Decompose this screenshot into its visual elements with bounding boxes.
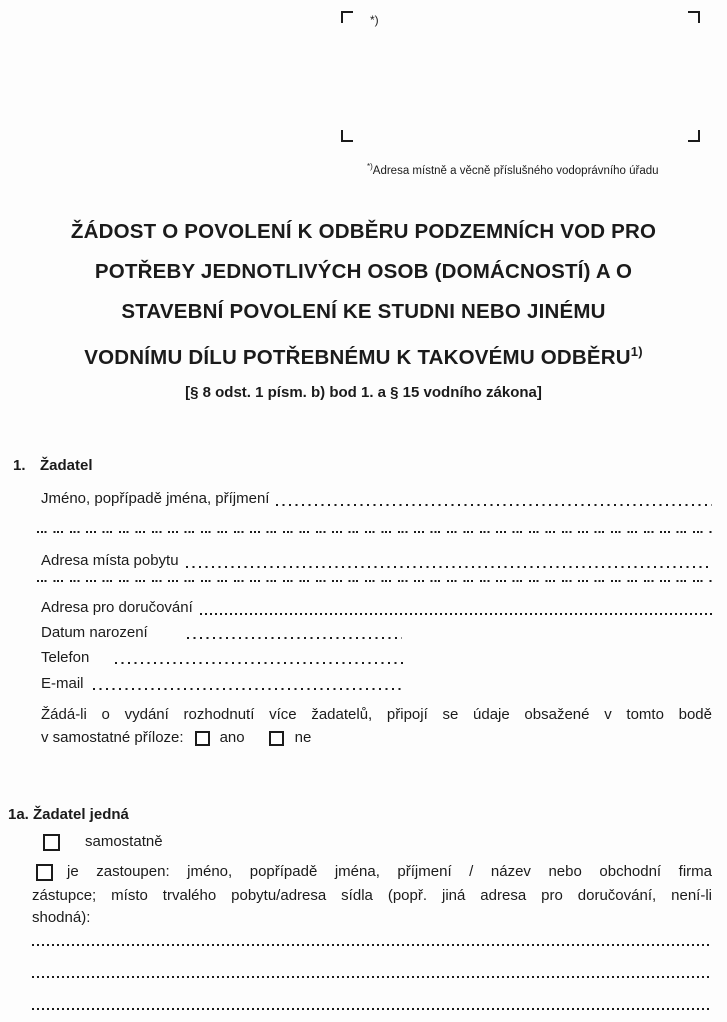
corner-mark-top-left (341, 11, 353, 23)
multiple-applicants-note-line2 (41, 728, 311, 748)
separate-annex-label: v samostatné příloze: (41, 729, 184, 746)
legal-reference-subtitle: [§ 8 odst. 1 písm. b) bod 1. a § 15 vodního zákona] (185, 384, 542, 401)
title-line-4-text: VODNÍMU DÍLU POTŘEBNÉMU K TAKOVÉMU ODBĚRU (84, 345, 631, 369)
residence-address-label: Adresa místa pobytu (41, 552, 179, 569)
separate-annex-no-checkbox[interactable] (269, 731, 284, 746)
email-field-line (93, 688, 403, 690)
phone-label: Telefon (41, 649, 90, 666)
applicant-name-field-line-2 (37, 531, 712, 533)
birth-date-field-line (187, 637, 402, 639)
is-represented-checkbox[interactable] (36, 864, 53, 881)
is-represented-text-line1: je zastoupen: jméno, popřípadě jména, příjmení / název nebo obchodní firma (67, 863, 712, 880)
is-represented-text-line2: zástupce; místo trvalého pobytu/adresa sídla (popř. jiná adresa pro doručování, není-li (32, 887, 712, 904)
multiple-applicants-note-line1: Žádá-li o vydání rozhodnutí více žadatelů, připojí se údaje obsažené v tomto bodě (41, 706, 712, 723)
residence-address-field-line-2 (37, 580, 712, 582)
section-1-heading (13, 456, 93, 476)
section-1a-title: Žadatel jedná (33, 806, 129, 823)
birth-date-label: Datum narození (41, 624, 148, 641)
is-represented-row (32, 862, 712, 882)
section-1-title: Žadatel (40, 457, 93, 474)
corner-mark-bottom-left (341, 130, 353, 142)
recipient-address-box (341, 11, 700, 142)
footnote-marker: *) (367, 162, 373, 171)
residence-address-row (41, 551, 712, 571)
section-1-number: 1. (13, 457, 26, 474)
delivery-address-label: Adresa pro doručování (41, 599, 193, 616)
title-footnote-ref: 1) (630, 344, 643, 359)
representative-field-line-3 (32, 1008, 712, 1010)
acts-independently-label: samostatně (85, 833, 163, 850)
email-label: E-mail (41, 675, 84, 692)
delivery-address-row (41, 598, 712, 618)
email-row (41, 674, 712, 694)
form-title (0, 212, 727, 378)
acts-independently-checkbox[interactable] (43, 834, 60, 851)
applicant-name-row (41, 489, 712, 509)
address-box-footnote-marker: *) (370, 13, 379, 27)
phone-row (41, 648, 712, 668)
acts-independently-row (43, 832, 163, 852)
birth-date-row (41, 623, 712, 643)
title-line-4 (0, 332, 727, 378)
title-line-2: POTŘEBY JEDNOTLIVÝCH OSOB (DOMÁCNOSTÍ) A O (94, 260, 633, 283)
separate-annex-no-label: ne (294, 729, 312, 746)
representative-field-line-1 (32, 944, 712, 946)
applicant-name-field-line (276, 504, 712, 506)
footnote-text: Adresa místně a věcně příslušného vodoprávního úřadu (372, 164, 659, 177)
residence-address-field-line (186, 566, 712, 568)
corner-mark-bottom-right (688, 130, 700, 142)
separate-annex-yes-label: ano (219, 729, 245, 746)
delivery-address-field-line (200, 613, 712, 615)
phone-field-line (115, 662, 407, 664)
section-1a-number: 1a. (8, 806, 29, 823)
title-line-3: STAVEBNÍ POVOLENÍ KE STUDNI NEBO JINÉMU (121, 300, 606, 323)
address-footnote (367, 162, 659, 177)
corner-mark-top-right (688, 11, 700, 23)
is-represented-text-line3: shodná): (32, 909, 91, 926)
section-1a-heading (8, 805, 129, 825)
title-line-1: ŽÁDOST O POVOLENÍ K ODBĚRU PODZEMNÍCH VOD PRO (70, 220, 657, 243)
applicant-name-label: Jméno, popřípadě jména, příjmení (41, 490, 270, 507)
representative-field-line-2 (32, 976, 712, 978)
separate-annex-yes-checkbox[interactable] (195, 731, 210, 746)
